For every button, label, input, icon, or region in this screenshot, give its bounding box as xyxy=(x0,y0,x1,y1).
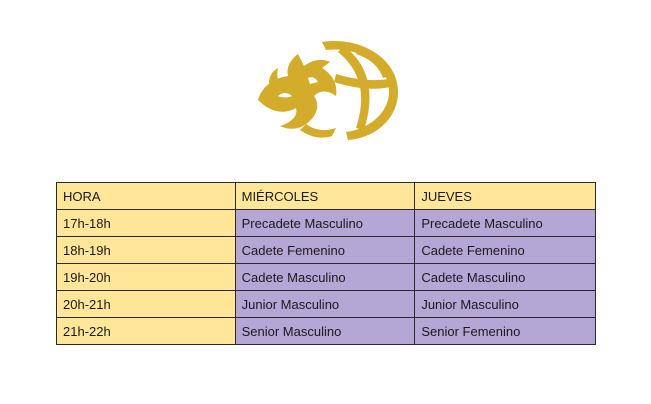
thursday-cell: Junior Masculino xyxy=(415,291,596,318)
thursday-cell: Senior Femenino xyxy=(415,318,596,345)
table-row xyxy=(57,264,596,291)
header-jueves: JUEVES xyxy=(415,183,596,210)
wednesday-cell: Cadete Femenino xyxy=(235,237,415,264)
wednesday-cell: Cadete Masculino xyxy=(235,264,415,291)
time-cell: 18h-19h xyxy=(57,237,236,264)
wednesday-cell: Precadete Masculino xyxy=(235,210,415,237)
thursday-cell: Precadete Masculino xyxy=(415,210,596,237)
time-cell: 20h-21h xyxy=(57,291,236,318)
wolf-basketball-logo-icon xyxy=(252,34,402,142)
wednesday-cell: Senior Masculino xyxy=(235,318,415,345)
table-row xyxy=(57,237,596,264)
table-row xyxy=(57,210,596,237)
wednesday-cell: Junior Masculino xyxy=(235,291,415,318)
time-cell: 17h-18h xyxy=(57,210,236,237)
table-row xyxy=(57,318,596,345)
thursday-cell: Cadete Femenino xyxy=(415,237,596,264)
header-hora: HORA xyxy=(57,183,236,210)
thursday-cell: Cadete Masculino xyxy=(415,264,596,291)
time-cell: 19h-20h xyxy=(57,264,236,291)
header-miercoles: MIÉRCOLES xyxy=(235,183,415,210)
time-cell: 21h-22h xyxy=(57,318,236,345)
table-header-row xyxy=(57,183,596,210)
table-row xyxy=(57,291,596,318)
schedule-table xyxy=(56,182,596,345)
